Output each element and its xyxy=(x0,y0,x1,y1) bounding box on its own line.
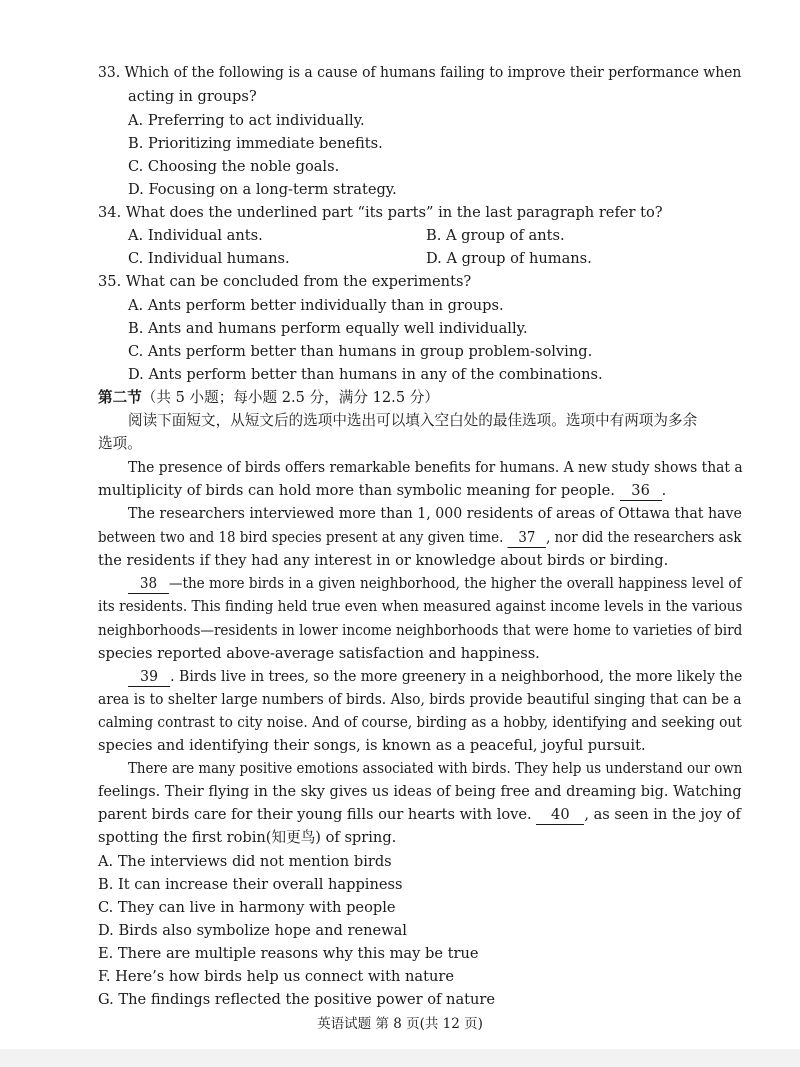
q35-stem: 35. What can be concluded from the experiments? xyxy=(98,273,472,290)
q34-option-c: C. Individual humans. xyxy=(128,250,290,267)
q34-option-d: D. A group of humans. xyxy=(426,250,592,267)
q33-stem: 33. Which of the following is a cause of humans failing to improve their performance when xyxy=(98,64,742,81)
choice-f: F. Here’s how birds help us connect with nature xyxy=(98,968,454,985)
passage-p1-line1: The presence of birds offers remarkable benefits for humans. A new study shows that a xyxy=(128,459,743,476)
blank-38: 38 xyxy=(128,575,169,594)
passage-p4-line1 xyxy=(128,666,742,688)
blank-40: 40 xyxy=(536,806,584,825)
section-instruction-cont: 选项。 xyxy=(98,435,142,452)
passage-p3-line2: its residents. This finding held true even when measured against income levels in the various xyxy=(98,598,743,615)
passage-text: parent birds care for their young fills our hearts with love. xyxy=(98,806,532,823)
section-instruction: 阅读下面短文，从短文后的选项中选出可以填入空白处的最佳选项。选项中有两项为多余 xyxy=(128,412,698,429)
passage-text: . xyxy=(661,482,667,499)
passage-p2-line1: The researchers interviewed more than 1, 000 residents of areas of Ottawa that have xyxy=(128,505,742,522)
choice-b: B. It can increase their overall happiness xyxy=(98,876,403,893)
q35-option-c: C. Ants perform better than humans in group problem-solving. xyxy=(128,343,593,360)
passage-p2-line2 xyxy=(98,527,742,549)
q33-stem-cont: acting in groups? xyxy=(128,88,257,105)
passage-p5-line1: There are many positive emotions associated with birds. They help us understand our own xyxy=(128,760,743,777)
passage-text: multiplicity of birds can hold more than symbolic meaning for people. xyxy=(98,482,615,499)
q34-option-b: B. A group of ants. xyxy=(426,227,565,244)
choice-g: G. The findings reflected the positive power of nature xyxy=(98,991,496,1008)
blank-36: 36 xyxy=(620,482,662,501)
passage-text: , as seen in the joy of xyxy=(584,806,741,823)
passage-text: —the more birds in a given neighborhood, the higher the overall happiness level of xyxy=(168,575,742,592)
q35-option-b: B. Ants and humans perform equally well individually. xyxy=(128,320,528,337)
passage-p3-line1 xyxy=(128,573,742,595)
section-score-note: （共 5 小题；每小题 2.5 分，满分 12.5 分） xyxy=(141,389,439,406)
q33-option-c: C. Choosing the noble goals. xyxy=(128,158,340,175)
scan-bottom-edge xyxy=(0,1049,800,1067)
page-footer: 英语试题 第 8 页(共 12 页) xyxy=(317,1016,483,1032)
choice-d: D. Birds also symbolize hope and renewal xyxy=(98,922,407,939)
q35-option-a: A. Ants perform better individually than in groups. xyxy=(128,297,504,314)
choice-c: C. They can live in harmony with people xyxy=(98,899,396,916)
passage-p5-line3 xyxy=(98,804,741,826)
q35-option-d: D. Ants perform better than humans in any of the combinations. xyxy=(128,366,603,383)
blank-37: 37 xyxy=(508,529,546,548)
passage-p4-line2: area is to shelter large numbers of birds. Also, birds provide beautiful singing that can be a xyxy=(98,691,742,708)
section-heading xyxy=(98,387,439,409)
q33-option-a: A. Preferring to act individually. xyxy=(128,112,365,129)
choice-a: A. The interviews did not mention birds xyxy=(98,853,392,870)
passage-p2-line3: the residents if they had any interest in or knowledge about birds or birding. xyxy=(98,552,669,569)
passage-text: between two and 18 bird species present at any given time. xyxy=(98,529,504,546)
q34-stem: 34. What does the underlined part “its parts” in the last paragraph refer to? xyxy=(98,204,663,221)
passage-p3-line3: neighborhoods—residents in lower income neighborhoods that were home to varieties of bird xyxy=(98,622,743,639)
blank-39: 39 xyxy=(128,668,170,687)
passage-p4-line3: calming contrast to city noise. And of course, birding as a hobby, identifying and seeking out xyxy=(98,714,742,731)
passage-p5-line2: feelings. Their flying in the sky gives us ideas of being free and dreaming big. Watching xyxy=(98,783,742,800)
q33-option-d: D. Focusing on a long-term strategy. xyxy=(128,181,397,198)
passage-p3-line4: species reported above-average satisfaction and happiness. xyxy=(98,645,540,662)
choice-e: E. There are multiple reasons why this may be true xyxy=(98,945,479,962)
passage-p4-line4: species and identifying their songs, is known as a peaceful, joyful pursuit. xyxy=(98,737,646,754)
passage-p5-line4: spotting the first robin(知更鸟) of spring. xyxy=(98,829,397,846)
q33-option-b: B. Prioritizing immediate benefits. xyxy=(128,135,383,152)
passage-text: . Birds live in trees, so the more greenery in a neighborhood, the more likely the xyxy=(170,668,743,685)
section-title: 第二节 xyxy=(98,389,142,406)
passage-text: , nor did the researchers ask xyxy=(546,529,742,546)
q34-option-a: A. Individual ants. xyxy=(128,227,263,244)
passage-p1-line2 xyxy=(98,480,666,502)
